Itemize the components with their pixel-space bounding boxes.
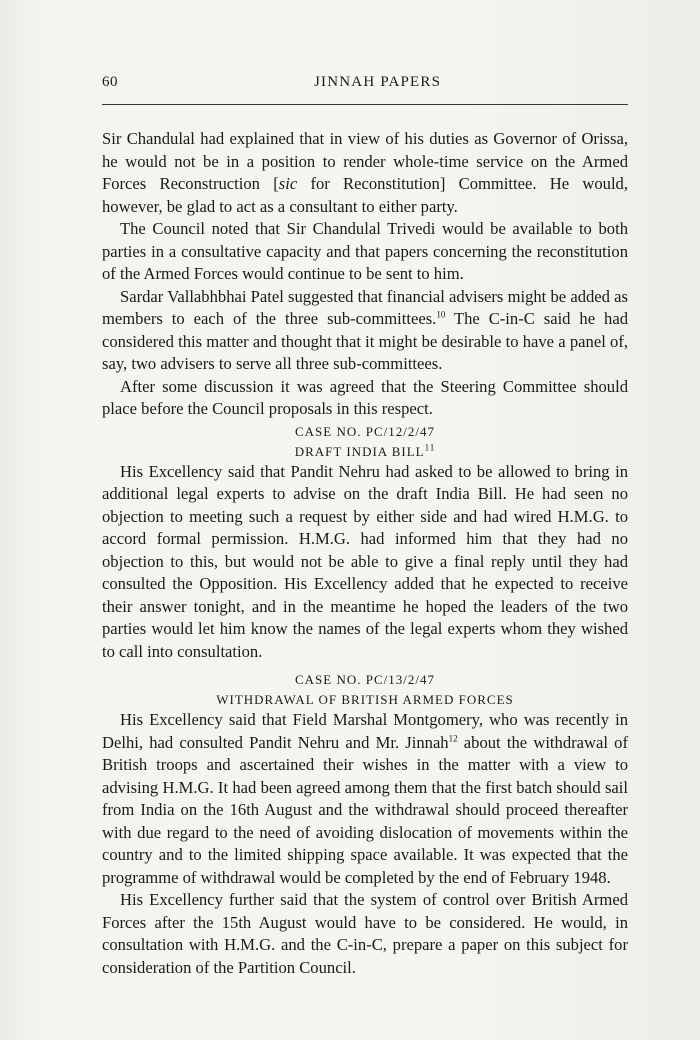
sic-note: sic [278,174,298,193]
paragraph-7: His Excellency further said that the system of control over British Armed Forces after the 15th August would have to be considered. He would, in consultation with H.M.G. and the C-in-C, prepare a paper on this subject for consideration of the Partition Council. [102,890,628,977]
paragraph-6 [102,709,628,889]
paragraph-3-text-b: The C-in-C said he had considered this matter and thought that it might be desirable to have a panel of, say, two advisers to serve all three sub-committees. [102,309,629,373]
case-1-title-text: DRAFT INDIA BILL [294,443,425,459]
header-rule [102,104,628,105]
paragraph-4: After some discussion it was agreed that the Steering Committee should place before the Council proposals in this respect. [102,376,628,418]
paragraph-3-text-a: Sardar Vallabhbhai Patel suggested that financial advisers might be added as members to each of the three sub-committees. [102,286,628,328]
paragraph-2: The Council noted that Sir Chandulal Trivedi would be available to both parties in a consultative capacity and that papers concerning the reconstitution of the Armed Forces would continue to be sent to him. [102,219,628,283]
paragraph-1-text: Sir Chandulal had explained that in view of his duties as Governor of Orissa, he would not be in a position to render whole-time service on the Armed Forces Reconstruction [ [102,129,628,193]
case-1-title [102,443,628,461]
paragraph-6-text-a: His Excellency said that Field Marshal Montgomery, who was recently in Delhi, had consulted Pandit Nehru and Mr. Jinnah [102,710,628,752]
case-2-title: WITHDRAWAL OF BRITISH ARMED FORCES [216,692,514,707]
paragraph-6-text-b: about the withdrawal of British troops and ascertained their wishes in the matter with a view to advising H.M.G. It had been agreed among them that the first batch should sail from India on the 16th August and the withdrawal should proceed thereafter with due regard to the need of avoiding dislocation of movements within the country and to the limited shipping space available. It was expected that the programme of withdrawal would be completed by the end of February 1948. [102,732,628,887]
paragraph-1-tail: for Reconstitution] Committee. He would, however, be glad to act as a consultant to either party. [102,174,629,216]
paragraph-3 [102,286,628,376]
paragraph-5: His Excellency said that Pandit Nehru had asked to be allowed to bring in additional legal experts to advise on the draft India Bill. He had seen no objection to meeting such a request by either side and had wired H.M.G. to accord formal permission. H.M.G. had informed him that they had no objection to this, but would not be able to give a final reply until they had consulted the Opposition. His Excellency added that he expected to receive their answer tonight, and in the meantime he hoped the leaders of the two parties would let him know the names of the legal experts whom they wished to call into consultation. [102,461,628,661]
case-1-number: CASE NO. PC/12/2/47 [295,423,435,439]
case-2-number: CASE NO. PC/13/2/47 [295,672,435,687]
running-title: JINNAH PAPERS [314,74,442,90]
paragraph-1 [102,128,628,218]
footnote-ref-11: 11 [424,442,436,453]
page-number: 60 [102,74,118,90]
footnote-ref-10: 10 [436,309,446,320]
page-header [102,74,628,96]
body-text [102,128,628,979]
footnote-ref-12: 12 [448,732,458,743]
